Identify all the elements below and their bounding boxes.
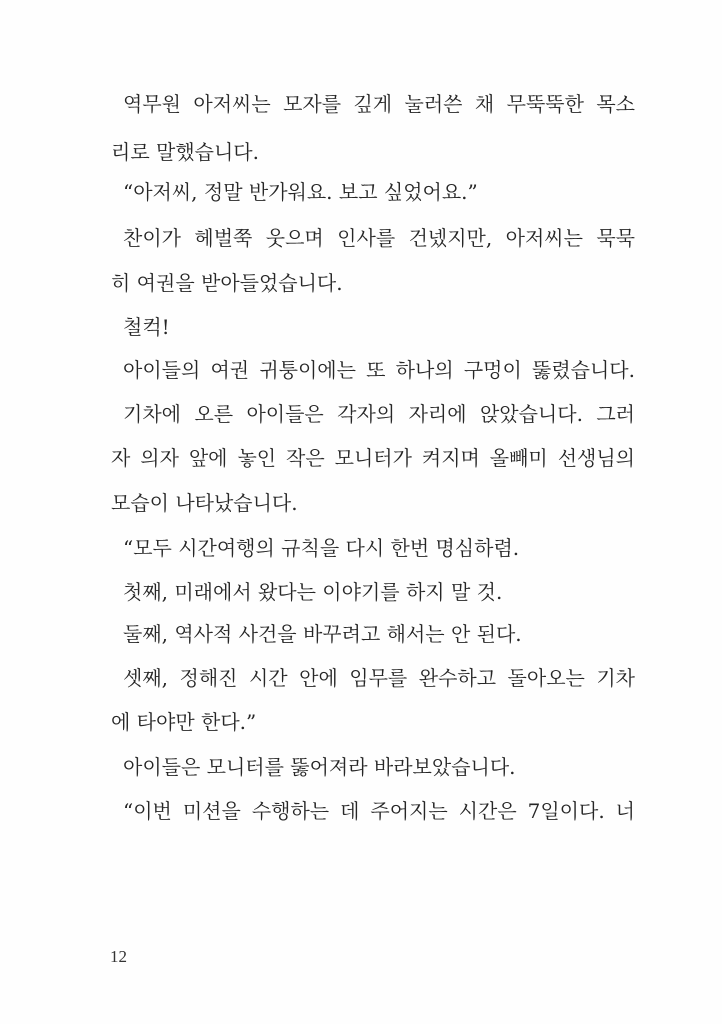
text-line: 모습이 나타났습니다. [111,491,298,515]
text-line: 역무원 아저씨는 모자를 깊게 눌러쓴 채 무뚝뚝한 목소 [123,92,635,116]
text-line: 자 의자 앞에 놓인 작은 모니터가 켜지며 올빼미 선생님의 [111,446,635,470]
text-line: 에 타야만 한다.” [111,710,257,734]
text-line: 첫째, 미래에서 왔다는 이야기를 하지 말 것. [123,580,503,604]
text-line: “모두 시간여행의 규칙을 다시 한번 명심하렴. [123,536,520,560]
text-line: 찬이가 헤벌쭉 웃으며 인사를 건넸지만, 아저씨는 묵묵 [123,226,635,250]
text-line: 철컥! [123,315,170,339]
text-line: 둘째, 역사적 사건을 바꾸려고 해서는 안 된다. [123,622,522,646]
text-line: 리로 말했습니다. [111,140,259,164]
text-line: 히 여권을 받아들었습니다. [111,271,343,295]
text-line: 아이들의 여권 귀퉁이에는 또 하나의 구멍이 뚫렸습니다. [123,358,635,382]
text-line: 셋째, 정해진 시간 안에 임무를 완수하고 돌아오는 기차 [123,666,635,690]
text-line: “이번 미션을 수행하는 데 주어지는 시간은 7일이다. 너 [123,799,635,823]
text-line: “아저씨, 정말 반가워요. 보고 싶었어요.” [123,180,478,204]
page-number: 12 [110,947,127,966]
text-line: 아이들은 모니터를 뚫어져라 바라보았습니다. [123,755,516,779]
text-line: 기차에 오른 아이들은 각자의 자리에 앉았습니다. 그러 [123,402,635,426]
